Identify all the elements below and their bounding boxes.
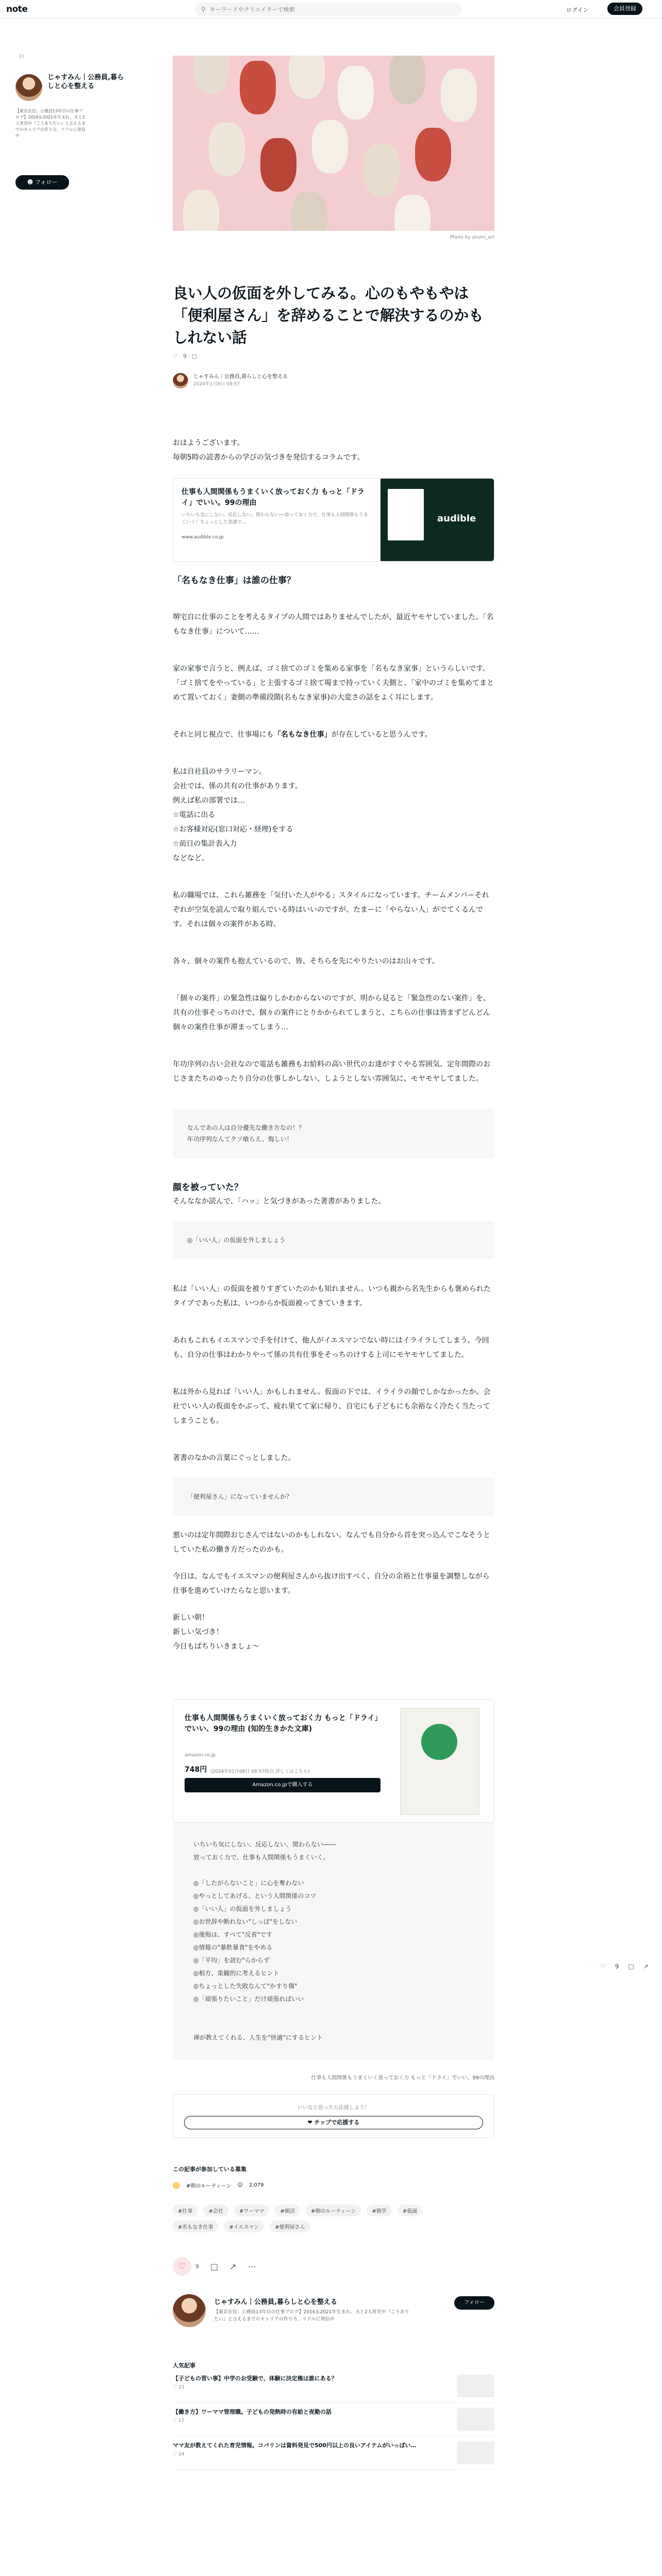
toc-lead: 放っておく力で、仕事も人間関係もうまくいく。 (193, 1854, 329, 1861)
tag-list (173, 2205, 461, 2236)
article-actions (173, 2257, 494, 2276)
author-bio: 【東京在住：公務員13年目の仕事ブログ】2016＆2021年生まれ、夫と2人育児中『こうありたい』と言えるまでのキャリアの作り方、リアルに発信中 (15, 109, 86, 138)
profile-name[interactable]: じゃすみん｜公務員,暮らしと心を整える (214, 2298, 337, 2306)
mask-illustration (193, 56, 229, 94)
author-avatar[interactable] (15, 74, 42, 101)
book-contents-box (173, 1823, 494, 2060)
like-count: 17 (178, 2418, 185, 2424)
paragraph-line: ☆お客様対応(窓口対応・経理)をする (173, 825, 293, 834)
profile-avatar[interactable] (173, 2294, 206, 2327)
link-card-url: www.audible.co.jp (181, 535, 224, 540)
bold-text: 「名もなき仕事」 (273, 731, 332, 739)
quote-block (173, 1221, 494, 1259)
paragraph-line: 私は自社員のサラリーマン。 (173, 768, 266, 776)
paragraph: 毎朝5時の読書からの学びの気づきを発信するコラムです。 (173, 453, 365, 462)
book-cover-graphic (421, 1724, 457, 1760)
audible-logo: audible (437, 513, 476, 524)
magazine-name: #朝のルーティーン (186, 2183, 231, 2189)
article-meta (173, 353, 494, 360)
text-span: それと同じ視点で、仕事場にも (173, 731, 274, 739)
popular-item-title: ママ友が教えてくれた育児情報。コバリンは資料発見で500円以上の良いアイテムがいっぱい… (173, 2442, 417, 2449)
tag[interactable]: #名もなき仕事 (173, 2221, 218, 2232)
section-heading: 顔を被っていた？ (173, 1182, 243, 1193)
hero-image (173, 56, 494, 231)
magazine-icon (173, 2182, 180, 2189)
toc-item: ◎後悔は、すべて"反省"です (193, 1931, 273, 1938)
popular-item-title: 【子どもの習い事】中学のお受験で、体験に決定権は誰にある？ (173, 2375, 337, 2382)
toc-item: ◎情報の"暴飲暴食"をやめる (193, 1944, 273, 1951)
magazine-heading: この記事が参加している募集 (173, 2166, 246, 2173)
toc-lead: いちいち気にしない、反応しない、関わらない―― (193, 1841, 336, 1848)
paragraph: 私の職場では、これら雑務を「気付いた人がやる」スタイルになっています。チームメンバーそれぞれが空気を読んで取り組んでいる時はいいのですが、たまーに「やらない人」がでてくるんです。それは個々の案件がある時。 (173, 891, 489, 928)
paragraph: 堺宅自に仕事のことを考えるタイプの人間ではありませんでしたが、最近ヤモヤしていました。「名もなき仕事」について…… (173, 613, 494, 636)
toc-item: ◎お世辞や断れない"しっぽ"をしない (193, 1918, 297, 1925)
popular-item-thumbnail (457, 2375, 494, 2397)
author-name-small[interactable]: じゃすみん｜公務員,暮らしと心を整える (193, 374, 288, 380)
support-question: いいなと思ったら応援しよう！ (297, 2105, 370, 2111)
paragraph: 私は外から見れば「いい人」かもしれません。仮面の下では、イライラの顔でしかなかったか。会社でいい人の仮面をかぶって、疲れ果てて家に帰り、自宅にも子どもにも余裕なく冷たく当たってしまうことも。 (173, 1388, 491, 1425)
paragraph: 悪いのは定年間際おじさんではないのかもしれない。なんでも自分から首を突っ込んでこなそうとしていた私の働き方だったのかも。 (173, 1531, 490, 1554)
publish-date: 2024年1月8日 08:57 (193, 382, 240, 387)
toc-item: ◎やっとしてあげる、という人間関係のコツ (193, 1892, 317, 1900)
more-icon[interactable]: ⋯ (247, 2261, 256, 2272)
paragraph-line: 例えば私の部署では… (173, 796, 245, 805)
paragraph: おはようございます。 (173, 439, 244, 447)
toc-item: ◎ちょっとした失敗なんて"かすり傷" (193, 1982, 297, 1990)
photo-credit-link[interactable]: arumi_art (472, 235, 494, 240)
mask-illustration (441, 69, 477, 122)
top-navigation-bar (0, 0, 662, 19)
link-card-image (380, 479, 494, 561)
like-count: 14 (178, 2452, 185, 2457)
popular-item[interactable] (173, 2436, 494, 2470)
paragraph-line: ☆電話に出る (173, 811, 216, 819)
amazon-buy-button[interactable]: Amazon.co.jpで購入する (185, 1778, 380, 1792)
article-title: 良い人の仮面を外してみる。心のもやもやは「便利屋さん」を辞めることで解決するのかもしれない話 (173, 284, 484, 346)
paragraph-line: 新しい気づき！ (173, 1628, 223, 1636)
book-title: 仕事も人間関係もうまくいく放っておく力 もっと「ドライ」でいい、99の理由 (知的生きかた文庫) (185, 1714, 378, 1733)
quote-text: ◎「いい人」の仮面を外しましょう (187, 1236, 286, 1244)
mask-illustration (291, 192, 327, 231)
share-icon[interactable]: ↗ (643, 1963, 649, 1970)
article-author (173, 373, 494, 388)
tip-button[interactable] (184, 2116, 483, 2129)
toc-item: ◎「平均」を読む"らからず (193, 1957, 270, 1964)
heart-icon[interactable]: ♡ (173, 353, 178, 360)
photo-credit-prefix: Photo by (450, 235, 472, 240)
profile-bio: 【東京在住：公務員13年目の仕事ブログ】2016＆2021年生まれ、夫と2人育児中『こうありたい』と言えるまでのキャリアの作り方、リアルに発信中 (214, 2310, 409, 2322)
magazine-item[interactable] (173, 2181, 494, 2189)
person-add-icon: ☻ (27, 179, 35, 185)
quote-text: 「便利屋さん」になっていませんか？ (187, 1493, 293, 1500)
popular-item[interactable] (173, 2403, 494, 2436)
toc-item: ◎「したがらないこと」に心を奪わない (193, 1879, 304, 1887)
mask-illustration (260, 138, 296, 192)
comment-icon[interactable]: □ (191, 353, 197, 360)
paragraph: あれもこれもイエスマンで手を付けて、他人がイエスマンでない時にはイライラしてしまう。今回も、自分の仕事はわかりやって係の共有仕事をそっちのけする上司にモヤモヤしてました。 (173, 1336, 489, 1359)
mask-illustration (209, 123, 245, 176)
popular-articles (173, 2361, 494, 2470)
profile-follow-button[interactable]: フォロー (454, 2296, 494, 2310)
toc-item: ◎「いい人」の仮面を外しましょう (193, 1905, 292, 1912)
comment-icon[interactable]: □ (210, 2261, 219, 2272)
text-span: が存在していると思うんです。 (331, 731, 432, 739)
quote-text: なんであの人は自分優先な働き方なの！？ 年功序列なんてクソ喰らえ、悔しい！ (187, 1124, 305, 1143)
popular-item[interactable] (173, 2369, 494, 2403)
book-price: 748円 (185, 1766, 207, 1774)
search-icon: ⚲ (201, 6, 206, 13)
paragraph-line: 今日もぱちりいきましょ〜 (173, 1642, 259, 1651)
paragraph-line: 新しい朝！ (173, 1614, 209, 1622)
tag[interactable]: #朝のルーティーン (306, 2205, 361, 2216)
popular-item-likes (173, 2418, 441, 2424)
mask-illustration (240, 61, 276, 114)
paragraph: 年功序列の古い会社なので電話も雑務もお給料の高い世代のお達がすぐやる雰囲気、定年間際のおじさまたちのゆったり自分の仕事しかしない、しようとしない雰囲気に、モヤモヤしてました。 (173, 1060, 490, 1083)
heart-icon: ♡ (173, 2385, 178, 2390)
quote-block (173, 1109, 494, 1158)
author-profile-card (173, 2294, 494, 2361)
like-count: 9 (195, 2263, 199, 2270)
search-input[interactable] (210, 6, 437, 13)
mask-illustration (183, 190, 219, 231)
mask-illustration (312, 120, 348, 174)
photo-credit (173, 235, 494, 240)
follow-label: フォロー (35, 179, 58, 185)
mask-illustration (363, 143, 400, 197)
heart-icon: ♡ (173, 2452, 178, 2457)
tag[interactable]: #イエスマン (224, 2221, 264, 2232)
popular-item-likes (173, 2385, 441, 2390)
popular-item-likes (173, 2452, 441, 2457)
popular-item-thumbnail (457, 2408, 494, 2431)
paragraph: 私は「いい人」の仮面を被りすぎていたのかも知れません。いつも親から名先生からも褒められたタイプであった私は、いつからか仮面被ってきていきます。 (173, 1285, 491, 1308)
comment-icon[interactable]: □ (628, 1963, 634, 1970)
author-name[interactable]: じゃすみん｜公務員,暮らしと心を整える (47, 74, 124, 90)
note-logo[interactable]: note (6, 4, 28, 14)
heart-icon[interactable]: ♡ (600, 1963, 606, 1970)
people-icon: ☺ (237, 2182, 243, 2188)
article-body (173, 436, 494, 2060)
book-cover (400, 1708, 479, 1815)
article-main (173, 56, 494, 2470)
tag[interactable]: #会社 (203, 2205, 228, 2216)
tip-label: チップで応援する (314, 2119, 360, 2126)
mask-illustration (415, 128, 451, 181)
mask-illustration (389, 56, 425, 104)
floating-actions (600, 1963, 649, 1970)
toc-item: ◎「頑張りたいこと」だけ頑張ればいい (193, 1995, 304, 2003)
paragraph: 家の家事で言うと、例えば、ゴミ捨てのゴミを集める家事を「名もなき家事」というらしいです。「ゴミ捨てをやっている」と主張するゴミ捨て場まで持っていく夫側と、「家中のゴミを集めてまとめて置いておく」妻側の準備段階(名もなき家事)の大変さの話をよく耳にします。 (173, 665, 494, 702)
tag[interactable]: #仕事 (173, 2205, 197, 2216)
paragraph-line: 会社では、係の共有の仕事があります。 (173, 782, 302, 790)
like-count: 23 (178, 2385, 185, 2390)
popular-heading: 人気記事 (173, 2362, 195, 2369)
paragraph-line: などなど。 (173, 854, 209, 862)
popular-item-title: 【働き方】ワーママ管理職。子どもの発熱時の有給と夜勤の話 (173, 2409, 332, 2415)
heart-icon: ♡ (178, 2261, 186, 2271)
book-price-note: (2024年01月08日 08:57時点 詳しくはこちら) (210, 1769, 310, 1774)
book-thumbnail (388, 489, 424, 540)
mask-illustration (394, 195, 431, 231)
quote-block (173, 1478, 494, 1516)
like-button[interactable] (173, 2257, 191, 2276)
share-icon[interactable]: ↗ (229, 2261, 237, 2272)
toc-item: ◎相方、楽観的に考えるヒント (193, 1970, 279, 1977)
mask-illustration (338, 66, 374, 120)
like-count: 9 (615, 1963, 619, 1970)
like-count: 9 (183, 353, 187, 360)
book-seller: amazon.co.jp (185, 1753, 216, 1758)
amazon-book-card[interactable] (173, 1699, 494, 1823)
link-card-title: 仕事も人間関係もうまくいく放っておく力 もっと「ドライ」でいい。99の理由 (181, 488, 365, 507)
login-button[interactable]: ログイン (566, 7, 589, 13)
paragraph: 各々、個々の案件も抱えているので、皆、そちらを先にやりたいのはお山々です。 (173, 957, 439, 965)
follow-button[interactable] (15, 175, 69, 190)
magazine-count: 2,079 (249, 2182, 264, 2188)
paragraph-line: ☆前日の集計表入力 (173, 840, 237, 848)
search-box[interactable] (195, 3, 462, 16)
paragraph: 著書のなかの言葉にぐっとしました。 (173, 1454, 295, 1462)
support-box (173, 2094, 494, 2138)
paragraph: そんななか読んで、「ハッ」と気づきがあった著書がありました。 (173, 1197, 386, 1206)
tag[interactable]: #ワーママ (234, 2205, 269, 2216)
signup-button[interactable]: 会員登録 (607, 3, 642, 15)
popular-item-thumbnail (457, 2442, 494, 2464)
paragraph: 「個々の案件」の緊急性は偏りしかわからないのですが、明から見ると「緊急性のない案件」を、共有の仕事そっちのけで、個々の案件にとりかかられてしまうと、こちらの仕事は皆まずどんどん個々の案件仕事が滞まってしまう… (173, 994, 490, 1031)
tag[interactable]: #仮面 (398, 2205, 422, 2216)
toc-closing: 禅が教えてくれる、人生を"快適"にするヒント (193, 2034, 323, 2041)
paragraph (173, 727, 494, 742)
author-avatar-small[interactable] (173, 373, 188, 388)
paragraph: 今日は、なんでもイエスマンの便利屋さんから抜け出すべく、自分の余裕と仕事量を調整しながら仕事を進めていけたらなと思います。 (173, 1572, 490, 1595)
audible-link-card[interactable] (173, 478, 494, 562)
tip-icon: ❤ (307, 2119, 315, 2126)
sidebar-count: 11 (19, 54, 25, 59)
section-heading: 「名もなき仕事」は誰の仕事？ (173, 575, 295, 586)
link-card-description: いちいち気にしない。反応しない。関わらない──放っておく力で、仕事も人間関係もうまくいく！ちょっとした意識で… (181, 513, 368, 525)
book-footnote-link[interactable]: 仕事も人間関係もうまくいく放っておく力 もっと「ドライ」でいい、99の理由 (311, 2075, 494, 2081)
mask-illustration (289, 56, 325, 99)
tag[interactable]: #朝活 (275, 2205, 300, 2216)
tag[interactable]: #朝学 (367, 2205, 391, 2216)
tag[interactable]: #便利屋さん (270, 2221, 310, 2232)
heart-icon: ♡ (173, 2418, 178, 2424)
